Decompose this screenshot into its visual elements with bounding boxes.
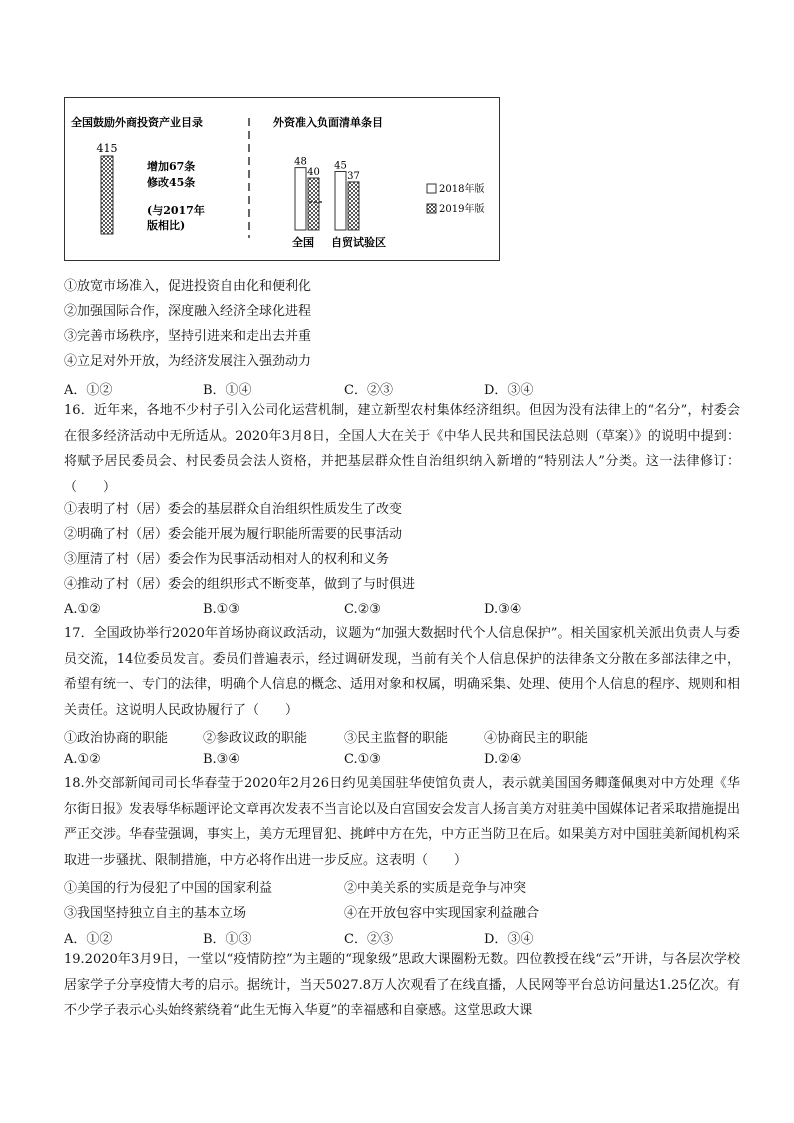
chart2-title: 外资准入负面清单条目 <box>273 116 383 129</box>
legend-label-2019: 2019年版 <box>439 204 485 215</box>
chart2-bars <box>294 157 360 230</box>
legend-label-2018: 2018年版 <box>439 184 485 195</box>
q16-choice-b[interactable]: B.①③ <box>203 602 240 617</box>
chart1-annotation-2: 修改45条 <box>147 176 196 189</box>
q15-choice-a[interactable]: A．①② <box>64 383 113 398</box>
q18-options-row1 <box>64 877 684 895</box>
q18-option-2: ②中美关系的实质是竞争与冲突 <box>344 881 527 896</box>
q16-option-2: ②明确了村（居）委会能开展为履行职能所需要的民事活动 <box>64 527 403 542</box>
q15-option-2: ②加强国际合作，深度融入经济全球化进程 <box>64 304 312 319</box>
legend-swatch-2018 <box>427 184 436 193</box>
q16-choice-a[interactable]: A.①② <box>64 602 101 617</box>
chart-figure <box>64 97 500 261</box>
q15-option-3: ③完善市场秩序，坚持引进来和走出去并重 <box>64 329 312 344</box>
chart1-bar <box>101 156 113 234</box>
chart1-annotation-4: 版相比) <box>147 219 186 232</box>
chart2-bar-0-0 <box>295 168 306 230</box>
q17-choice-d[interactable]: D.②④ <box>484 752 522 767</box>
chart1-title: 全国鼓励外商投资产业目录 <box>71 116 203 129</box>
q15-option-1: ①放宽市场准入，促进投资自由化和便利化 <box>64 279 312 294</box>
q17-option-1: ①政治协商的职能 <box>64 731 169 746</box>
q18-option-3: ③我国坚持独立自主的基本立场 <box>64 906 247 921</box>
q17-choice-b[interactable]: B.③④ <box>203 752 240 767</box>
q18-choices <box>64 928 684 946</box>
q16-choices <box>64 602 684 620</box>
q17-option-4: ④协商民主的职能 <box>484 731 589 746</box>
chart2-bar-1-0 <box>335 172 346 231</box>
q17-choices <box>64 752 684 770</box>
q17-option-2: ②参政议政的职能 <box>203 731 308 746</box>
q16-choice-d[interactable]: D.③④ <box>484 602 522 617</box>
q19-stem: 19.2020年3月9日，一堂以“疫情防控”为主题的“现象级”思政大课圈粉无数。四位教授在线“云”开讲，与各层次学校居家学子分享疫情大考的启示。据统计，当天5027.8万人次观看了在线直播，人民网等平台总访问量达1.25亿次。有不少学子表示心头始终萦绕着“此生无悔入华夏”的幸福感和自豪感。这堂思政大课 <box>64 952 740 1018</box>
q16-choice-c[interactable]: C.②③ <box>344 602 381 617</box>
chart2-category-ftz: 自贸试验区 <box>331 236 386 249</box>
chart2-bar-0-1 <box>308 178 319 230</box>
q18-stem: 18.外交部新闻司司长华春莹于2020年2月26日约见美国驻华使馆负责人，表示就美国国务卿蓬佩奥对中方处理《华尔街日报》发表辱华标题评论文章再次发表不当言论以及白宫国安会发言人扬言美方对驻美中国媒体记者采取措施提出严正交涉。华春莹强调，事实上，美方无理冒犯、挑衅中方在先，中方正当防卫在后。如果美方对中国驻美新闻机构采取进一步骚扰、限制措施，中方必将作出进一步反应。这表明（ ） <box>64 776 741 868</box>
q16-option-1: ①表明了村（居）委会的基层群众自治组织性质发生了改变 <box>64 502 403 517</box>
q15-choice-d[interactable]: D．③④ <box>484 383 534 398</box>
q17-options <box>64 727 684 745</box>
chart2-bar-label-1-1: 37 <box>347 170 360 182</box>
q17-stem: 17．全国政协举行2020年首场协商议政活动，议题为“加强大数据时代个人信息保护”。相关国家机关派出负责人与委员交流，14位委员发言。委员们普遍表示，经过调研发现，当前有关个人信息保护的法律条文分散在多部法律之中，希望有统一、专门的法律，明确个人信息的概念、适用对象和权属，明确采集、处理、使用个人信息的程序、规则和相关责任。这说明人民政协履行了（ ） <box>64 626 741 718</box>
chart1-annotation-3: (与2017年 <box>147 204 205 217</box>
legend-swatch-2019 <box>427 204 436 213</box>
chart-svg <box>65 98 499 260</box>
chart1-bar-label: 415 <box>96 142 118 155</box>
q18-options-row2 <box>64 902 684 920</box>
chart2-bar-1-1 <box>348 182 359 230</box>
q17-choice-a[interactable]: A.①② <box>64 752 101 767</box>
q15-choice-b[interactable]: B．①④ <box>203 383 252 398</box>
chart2-bar-label-0-1: 40 <box>307 167 320 178</box>
q15-choices <box>64 379 684 397</box>
q18-choice-a[interactable]: A．①② <box>64 932 113 947</box>
q18-option-1: ①美国的行为侵犯了中国的国家利益 <box>64 881 273 896</box>
q16-option-3: ③厘清了村（居）委会作为民事活动相对人的权利和义务 <box>64 552 390 567</box>
chart2-bar-label-1-0: 45 <box>334 160 347 172</box>
chart2-bar-label-0-0: 48 <box>294 156 307 168</box>
q17-option-3: ③民主监督的职能 <box>344 731 449 746</box>
q16-option-4: ④推动了村（居）委会的组织形式不断变革，做到了与时俱进 <box>64 577 416 592</box>
q15-option-4: ④立足对外开放，为经济发展注入强劲动力 <box>64 354 312 369</box>
q18-option-4: ④在开放包容中实现国家利益融合 <box>344 906 540 921</box>
chart2-category-national: 全国 <box>292 236 314 249</box>
q18-choice-d[interactable]: D．③④ <box>484 932 534 947</box>
q17-choice-c[interactable]: C.①③ <box>344 752 381 767</box>
q15-choice-c[interactable]: C．②③ <box>344 383 393 398</box>
q16-stem: 16．近年来，各地不少村子引入公司化运营机制，建立新型农村集体经济组织。但因为没有法律上的“名分”，村委会在很多经济活动中无所适从。2020年3月8日，全国人大在关于《中华人民共和国民法总则（草案）》的说明中提到：将赋予居民委员会、村民委员会法人资格，并把基层群众性自治组织纳入新增的“特别法人”分类。这一法律修订：（ ） <box>64 403 740 495</box>
chart1-annotation-1: 增加67条 <box>147 160 196 173</box>
q18-choice-c[interactable]: C．②③ <box>344 932 393 947</box>
q18-choice-b[interactable]: B．①③ <box>203 932 252 947</box>
